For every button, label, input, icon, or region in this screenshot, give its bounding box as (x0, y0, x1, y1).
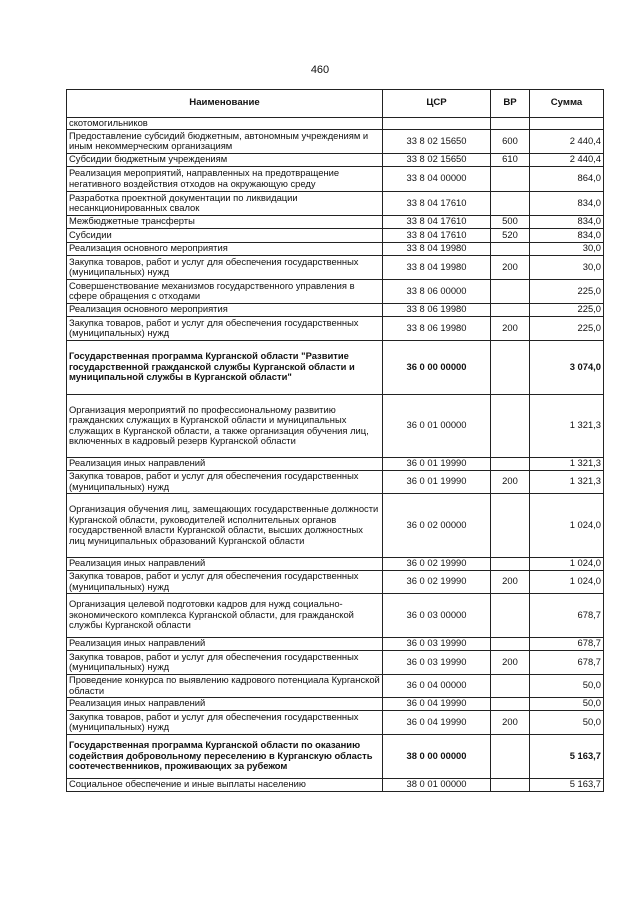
cell-name: Закупка товаров, работ и услуг для обеспечения государственных (муниципальных) нужд (67, 470, 383, 493)
table-row (67, 340, 604, 394)
table-row (67, 734, 604, 778)
table-row (67, 215, 604, 228)
cell-name: Субсидии (67, 228, 383, 242)
table-row (67, 697, 604, 710)
cell-csr: 33 8 06 00000 (383, 279, 491, 303)
cell-csr: 36 0 01 19990 (383, 457, 491, 470)
cell-sum: 1 321,3 (530, 394, 604, 457)
cell-sum: 834,0 (530, 228, 604, 242)
table-row (67, 191, 604, 215)
cell-csr: 36 0 02 19990 (383, 557, 491, 570)
cell-sum: 678,7 (530, 637, 604, 650)
cell-name: Разработка проектной документации по ликвидации несанкционированных свалок (67, 191, 383, 215)
table-row (67, 279, 604, 303)
header-name: Наименование (67, 90, 383, 118)
cell-name: Реализация иных направлений (67, 457, 383, 470)
cell-sum: 1 321,3 (530, 470, 604, 493)
cell-vr (491, 637, 530, 650)
table-row (67, 303, 604, 316)
cell-csr: 38 0 00 00000 (383, 734, 491, 778)
cell-csr: 33 8 04 19980 (383, 255, 491, 279)
cell-csr: 33 8 04 17610 (383, 228, 491, 242)
header-csr: ЦСР (383, 90, 491, 118)
cell-name: Реализация мероприятий, направленных на предотвращение негативного воздействия отходов на окружающую среду (67, 166, 383, 191)
cell-vr: 520 (491, 228, 530, 242)
cell-sum: 5 163,7 (530, 778, 604, 791)
cell-csr: 36 0 03 19990 (383, 637, 491, 650)
cell-name: Реализация иных направлений (67, 557, 383, 570)
cell-sum: 225,0 (530, 303, 604, 316)
cell-vr (491, 191, 530, 215)
cell-name: Государственная программа Курганской области по оказанию содействия добровольному переселению в Курганскую область соотечественников, проживающих за рубежом (67, 734, 383, 778)
cell-vr: 200 (491, 316, 530, 340)
table-row (67, 394, 604, 457)
cell-sum: 225,0 (530, 279, 604, 303)
cell-sum: 50,0 (530, 710, 604, 734)
cell-name: скотомогильников (67, 118, 383, 130)
cell-vr: 500 (491, 215, 530, 228)
page-number: 460 (310, 64, 330, 76)
cell-csr: 33 8 04 17610 (383, 191, 491, 215)
table-row (67, 470, 604, 493)
table-body (67, 118, 604, 792)
cell-vr: 200 (491, 470, 530, 493)
cell-csr: 36 0 03 00000 (383, 593, 491, 637)
cell-sum: 678,7 (530, 593, 604, 637)
cell-vr (491, 118, 530, 130)
cell-name: Закупка товаров, работ и услуг для обеспечения государственных (муниципальных) нужд (67, 316, 383, 340)
table-row (67, 570, 604, 593)
cell-csr: 33 8 04 00000 (383, 166, 491, 191)
cell-csr: 36 0 01 19990 (383, 470, 491, 493)
cell-name: Межбюджетные трансферты (67, 215, 383, 228)
cell-sum (530, 118, 604, 130)
cell-sum: 30,0 (530, 242, 604, 255)
cell-sum: 225,0 (530, 316, 604, 340)
cell-name: Организация обучения лиц, замещающих государственные должности Курганской области, руководителей исполнительных органов государственной власти Курганской области, высших должностных лиц муниципальных образований Курганской области (67, 493, 383, 557)
cell-sum: 864,0 (530, 166, 604, 191)
cell-csr: 33 8 02 15650 (383, 129, 491, 153)
cell-sum: 30,0 (530, 255, 604, 279)
cell-vr (491, 593, 530, 637)
cell-name: Закупка товаров, работ и услуг для обеспечения государственных (муниципальных) нужд (67, 255, 383, 279)
cell-sum: 1 024,0 (530, 493, 604, 557)
table-row (67, 650, 604, 674)
cell-vr (491, 457, 530, 470)
cell-csr: 33 8 02 15650 (383, 153, 491, 166)
cell-csr: 38 0 01 00000 (383, 778, 491, 791)
cell-csr: 33 8 04 17610 (383, 215, 491, 228)
table-row (67, 166, 604, 191)
budget-table (66, 89, 604, 792)
cell-vr (491, 242, 530, 255)
cell-csr: 36 0 04 19990 (383, 697, 491, 710)
table-row (67, 153, 604, 166)
cell-vr (491, 697, 530, 710)
cell-vr: 200 (491, 570, 530, 593)
table-row (67, 557, 604, 570)
cell-csr (383, 118, 491, 130)
cell-csr: 33 8 04 19980 (383, 242, 491, 255)
cell-sum: 50,0 (530, 697, 604, 710)
cell-vr: 610 (491, 153, 530, 166)
cell-sum: 50,0 (530, 674, 604, 697)
cell-csr: 36 0 04 00000 (383, 674, 491, 697)
cell-name: Закупка товаров, работ и услуг для обеспечения государственных (муниципальных) нужд (67, 650, 383, 674)
table-row (67, 710, 604, 734)
header-vr: ВР (491, 90, 530, 118)
cell-sum: 834,0 (530, 191, 604, 215)
cell-name: Организация целевой подготовки кадров для нужд социально-экономического комплекса Курганской области, для гражданской службы Курганской области (67, 593, 383, 637)
table-row (67, 129, 604, 153)
table-row (67, 457, 604, 470)
cell-vr (491, 303, 530, 316)
table-row (67, 593, 604, 637)
table-row (67, 118, 604, 130)
cell-sum: 834,0 (530, 215, 604, 228)
cell-name: Закупка товаров, работ и услуг для обеспечения государственных (муниципальных) нужд (67, 710, 383, 734)
cell-csr: 36 0 01 00000 (383, 394, 491, 457)
cell-csr: 36 0 02 00000 (383, 493, 491, 557)
table-row (67, 778, 604, 791)
cell-sum: 1 321,3 (530, 457, 604, 470)
cell-vr (491, 279, 530, 303)
cell-sum: 1 024,0 (530, 570, 604, 593)
cell-vr (491, 340, 530, 394)
cell-name: Совершенствование механизмов государственного управления в сфере обращения с отходами (67, 279, 383, 303)
cell-vr: 600 (491, 129, 530, 153)
cell-csr: 33 8 06 19980 (383, 303, 491, 316)
table-row (67, 255, 604, 279)
table-header-row (67, 90, 604, 118)
table-row (67, 637, 604, 650)
cell-name: Организация мероприятий по профессиональному развитию гражданских служащих в Курганской области и муниципальных служащих в Курганской области, а также организация обучения лиц, включенных в кадровый резерв Курганской области (67, 394, 383, 457)
cell-name: Реализация иных направлений (67, 637, 383, 650)
header-sum: Сумма (530, 90, 604, 118)
cell-vr (491, 778, 530, 791)
cell-sum: 5 163,7 (530, 734, 604, 778)
cell-vr: 200 (491, 710, 530, 734)
cell-sum: 3 074,0 (530, 340, 604, 394)
cell-sum: 678,7 (530, 650, 604, 674)
table-row (67, 674, 604, 697)
cell-sum: 2 440,4 (530, 129, 604, 153)
cell-vr: 200 (491, 650, 530, 674)
cell-sum: 2 440,4 (530, 153, 604, 166)
cell-vr (491, 166, 530, 191)
table-row (67, 493, 604, 557)
cell-name: Государственная программа Курганской области "Развитие государственной гражданской службы Курганской области и муниципальной службы в Курганской области" (67, 340, 383, 394)
cell-name: Закупка товаров, работ и услуг для обеспечения государственных (муниципальных) нужд (67, 570, 383, 593)
cell-vr (491, 674, 530, 697)
cell-name: Социальное обеспечение и иные выплаты населению (67, 778, 383, 791)
cell-csr: 36 0 03 19990 (383, 650, 491, 674)
cell-sum: 1 024,0 (530, 557, 604, 570)
cell-name: Реализация основного мероприятия (67, 242, 383, 255)
cell-vr (491, 493, 530, 557)
cell-vr (491, 734, 530, 778)
table-row (67, 242, 604, 255)
cell-vr (491, 394, 530, 457)
table-row (67, 316, 604, 340)
cell-vr (491, 557, 530, 570)
table-row (67, 228, 604, 242)
cell-csr: 36 0 04 19990 (383, 710, 491, 734)
cell-name: Предоставление субсидий бюджетным, автономным учреждениям и иным некоммерческим организациям (67, 129, 383, 153)
cell-csr: 36 0 00 00000 (383, 340, 491, 394)
cell-name: Субсидии бюджетным учреждениям (67, 153, 383, 166)
cell-vr: 200 (491, 255, 530, 279)
cell-csr: 33 8 06 19980 (383, 316, 491, 340)
cell-name: Проведение конкурса по выявлению кадрового потенциала Курганской области (67, 674, 383, 697)
cell-name: Реализация основного мероприятия (67, 303, 383, 316)
cell-csr: 36 0 02 19990 (383, 570, 491, 593)
cell-name: Реализация иных направлений (67, 697, 383, 710)
